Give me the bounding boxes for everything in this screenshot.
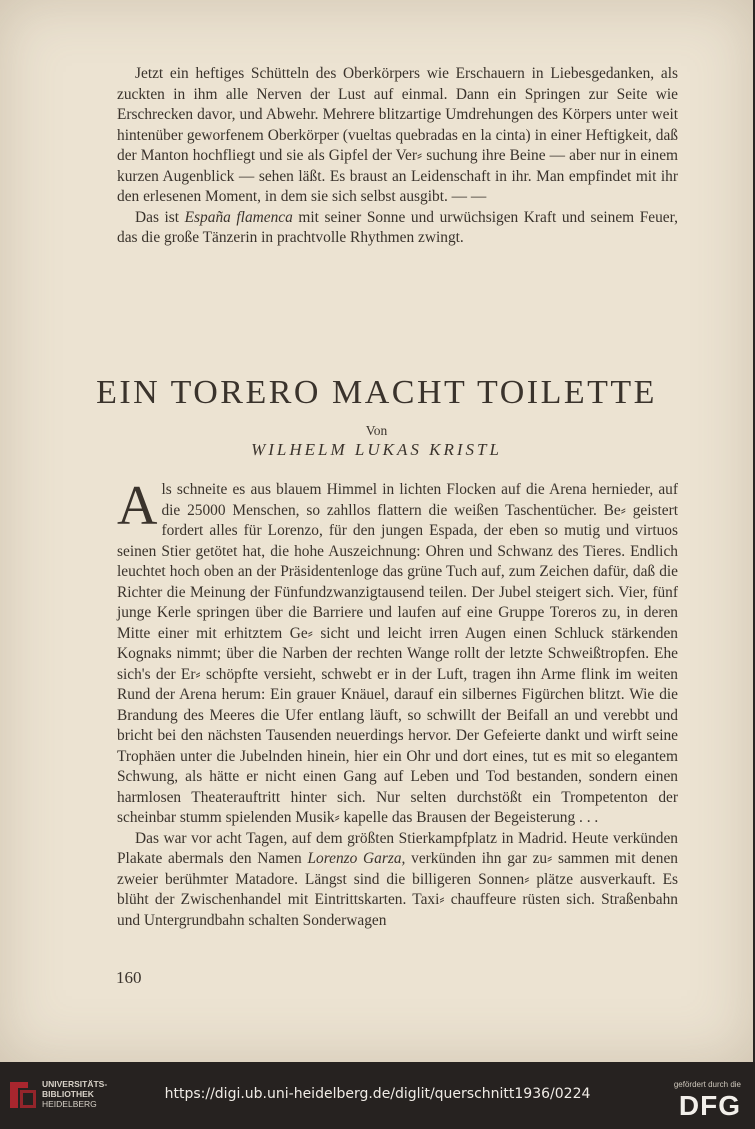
italic-title: España flamenca: [184, 208, 293, 226]
funding-label: gefördert durch die: [673, 1080, 741, 1089]
paragraph-espana: [117, 208, 678, 249]
article-title: EIN TORERO MACHT TOILETTE: [96, 374, 657, 411]
text-run: mit seiner Sonne und urwüchsigen Kraft und seinem Feuer, das die große Tänzerin in prachtvolle Rhythmen zwingt.: [117, 208, 678, 246]
upper-text-block: [117, 64, 678, 249]
drop-cap: A: [117, 475, 158, 537]
paragraph-first: [117, 475, 678, 829]
library-line: HEIDELBERG: [42, 1099, 97, 1109]
page-number: 160: [116, 968, 142, 987]
main-text-block: [117, 475, 678, 931]
source-url-link[interactable]: https://digi.ub.uni-heidelberg.de/diglit/querschnitt1936/0224: [164, 1086, 591, 1102]
author-name: WILHELM LUKAS KRISTL: [251, 440, 502, 459]
dfg-logo: DFG: [678, 1090, 741, 1121]
paragraph: Jetzt ein heftiges Schütteln des Oberkörpers wie Erschauern in Liebesgedanken, als zuckten in ihm alle Nerven der Lust auf einmal. Dann ein Springen zur Seite wie Erschrecken davor, und Abwehr. Mehrere blitzartige Umdrehungen des Körpers unter weit hintenüber geworfenem Oberkörper (vueltas quebradas en la cinta) in einer Heftigkeit, daß der Manton hochfliegt und sie als Gipfel der Ver⸗ suchung ihre Beine — aber nur in einem kurzen Augenblick — sehen läßt. Es braust an Leidenschaft in ihr. Man empfindet mit ihr den erlesenen Moment, in dem sie sich selbst ausgibt. — —: [117, 65, 678, 205]
text-run: verkünden ihn gar zu⸗ sammen mit denen zweier berühmter Matadore. Längst sind die billigeren Sonnen⸗ plätze ausverkauft. Es blüht der Zwischenhandel mit Eintrittskarten. Taxi⸗ chauffeure rüsten sich. Straßenbahn und Untergrundbahn schalten Sonderwagen: [117, 850, 678, 929]
library-line: UNIVERSITÄTS-: [42, 1079, 108, 1089]
library-line: BIBLIOTHEK: [42, 1089, 94, 1099]
paragraph-second: [117, 829, 678, 932]
footer-bar: [0, 1062, 755, 1129]
italic-name: Lorenzo Garza,: [307, 850, 406, 867]
text-run: ls schneite es aus blauem Himmel in lichten Flocken auf die Arena hernieder, auf die 25000 Menschen, so zahllos flattern die weißen Taschentücher. Be⸗ geistert fordert alles für Lorenzo, für den jungen Espada, der eben so mutig und virtuos seinen Stier getötet hat, die hohe Auszeichnung: Ohren und Schwanz des Tieres. Endlich leuchtet hoch oben an der Präsidentenloge das grüne Tuch auf, zum Zeichen dafür, daß die Richter die Meinung der Fünfundzwanzigtausend teilen. Der Jubel steigert sich. Vier, fünf junge Kerle springen über die Barriere und laufen auf eine Gruppe Toreros zu, in deren Mitte einer mit erhitztem Ge⸗ sicht und leicht irren Augen einen Schluck stärkenden Kognaks nimmt; über die Narben der rechten Wange rollt der letzte Schweißtropfen. Ehe sich's der Er⸗ schöpfte versieht, schwebt er in der Luft, tragen ihn Arme flink im weiten Rund der Arena herum: Ein grauer Knäuel, darauf ein silbernes Figürchen blitzt. Wie die Brandung des Meeres die Ufer entlang läuft, so schwillt der Beifall an und verebbt und bricht bei den nächsten Tausenden neuerdings hervor. Der Gefeierte dankt und wirft seine Trophäen unter die Jubelnden hinein, hier ein Ohr und dort eines, tut es mit so elegantem Schwung, als hätte er nicht einen Gang auf Leben und Tod bestanden, sondern einen harmlosen Theaterauftritt hinter sich. Nur selten durchstößt ein Trompetenton der scheinbar stumm spielenden Musik⸗ kapelle das Brausen der Begeisterung . . .: [117, 481, 678, 826]
text-run: Das war vor acht Tagen, auf dem größten Stierkampfplatz in Madrid. Heute verkünden Plakate abermals den Namen: [117, 829, 678, 867]
text-run: Das ist: [135, 208, 185, 226]
byline-von: Von: [365, 423, 388, 438]
